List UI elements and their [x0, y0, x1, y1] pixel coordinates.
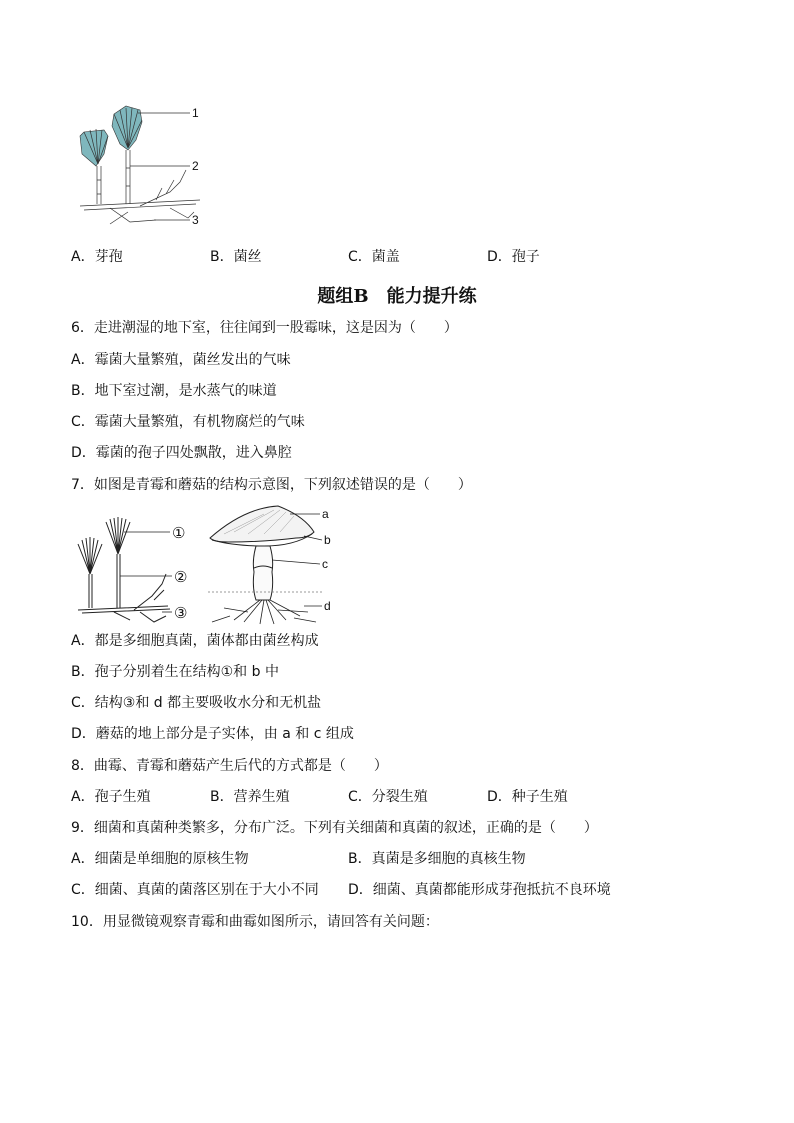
q6-option-b[interactable]: B．地下室过潮，是水蒸气的味道	[71, 383, 277, 399]
q7-label-3: ③	[174, 605, 188, 622]
q9-option-b[interactable]: B．真菌是多细胞的真核生物	[348, 851, 526, 867]
q8-stem: 8．曲霉、青霉和蘑菇产生后代的方式都是（ ）	[71, 758, 388, 774]
q9-option-a[interactable]: A．细菌是单细胞的原核生物	[71, 851, 249, 867]
q9-options-row1	[71, 849, 731, 869]
section-heading: 题组B 能力提升练	[317, 286, 477, 307]
q8-options	[71, 787, 731, 807]
penicillium-figure	[70, 96, 210, 236]
q7-label-c: c	[322, 557, 328, 571]
q5-option-b[interactable]: B．菌丝	[210, 249, 262, 265]
q6-option-a[interactable]: A．霉菌大量繁殖，菌丝发出的气味	[71, 352, 291, 368]
fig5-label-1: 1	[192, 106, 199, 120]
q9-option-d[interactable]: D．细菌、真菌都能形成芽孢抵抗不良环境	[348, 882, 611, 898]
q8-option-a[interactable]: A．孢子生殖	[71, 789, 151, 805]
q7-stem: 7．如图是青霉和蘑菇的结构示意图，下列叙述错误的是（ ）	[71, 477, 472, 493]
q8-option-b[interactable]: B．营养生殖	[210, 789, 290, 805]
q6-option-c[interactable]: C．霉菌大量繁殖，有机物腐烂的气味	[71, 414, 305, 430]
q7-option-b[interactable]: B．孢子分别着生在结构①和 b 中	[71, 664, 279, 680]
q9-options-row2	[71, 880, 731, 900]
q7-option-a[interactable]: A．都是多细胞真菌，菌体都由菌丝构成	[71, 633, 319, 649]
q5-option-c[interactable]: C．菌盖	[348, 249, 400, 265]
q6-stem: 6．走进潮湿的地下室，往往闻到一股霉味，这是因为（ ）	[71, 320, 458, 336]
q9-stem: 9．细菌和真菌种类繁多，分布广泛。下列有关细菌和真菌的叙述，正确的是（ ）	[71, 820, 598, 836]
q5-option-d[interactable]: D．孢子	[487, 249, 540, 265]
q7-label-1: ①	[172, 525, 186, 542]
q5-options	[71, 247, 731, 267]
q6-option-d[interactable]: D．霉菌的孢子四处飘散，进入鼻腔	[71, 445, 292, 461]
q10-stem: 10．用显微镜观察青霉和曲霉如图所示，请回答有关问题：	[71, 914, 439, 930]
q8-option-c[interactable]: C．分裂生殖	[348, 789, 428, 805]
q9-option-c[interactable]: C．细菌、真菌的菌落区别在于大小不同	[71, 882, 319, 898]
fig5-label-2: 2	[192, 159, 199, 173]
q7-option-d[interactable]: D．蘑菇的地上部分是子实体，由 a 和 c 组成	[71, 726, 354, 742]
q7-mushroom-figure	[204, 502, 338, 626]
q8-option-d[interactable]: D．种子生殖	[487, 789, 568, 805]
q7-label-b: b	[324, 533, 331, 547]
fig5-label-3: 3	[192, 213, 199, 227]
q7-penicillium-figure	[74, 512, 198, 624]
q5-option-a[interactable]: A．芽孢	[71, 249, 123, 265]
q7-label-d: d	[324, 599, 331, 613]
q7-option-c[interactable]: C．结构③和 d 都主要吸收水分和无机盐	[71, 695, 322, 711]
q7-label-2: ②	[174, 569, 188, 586]
q7-label-a: a	[322, 507, 329, 521]
